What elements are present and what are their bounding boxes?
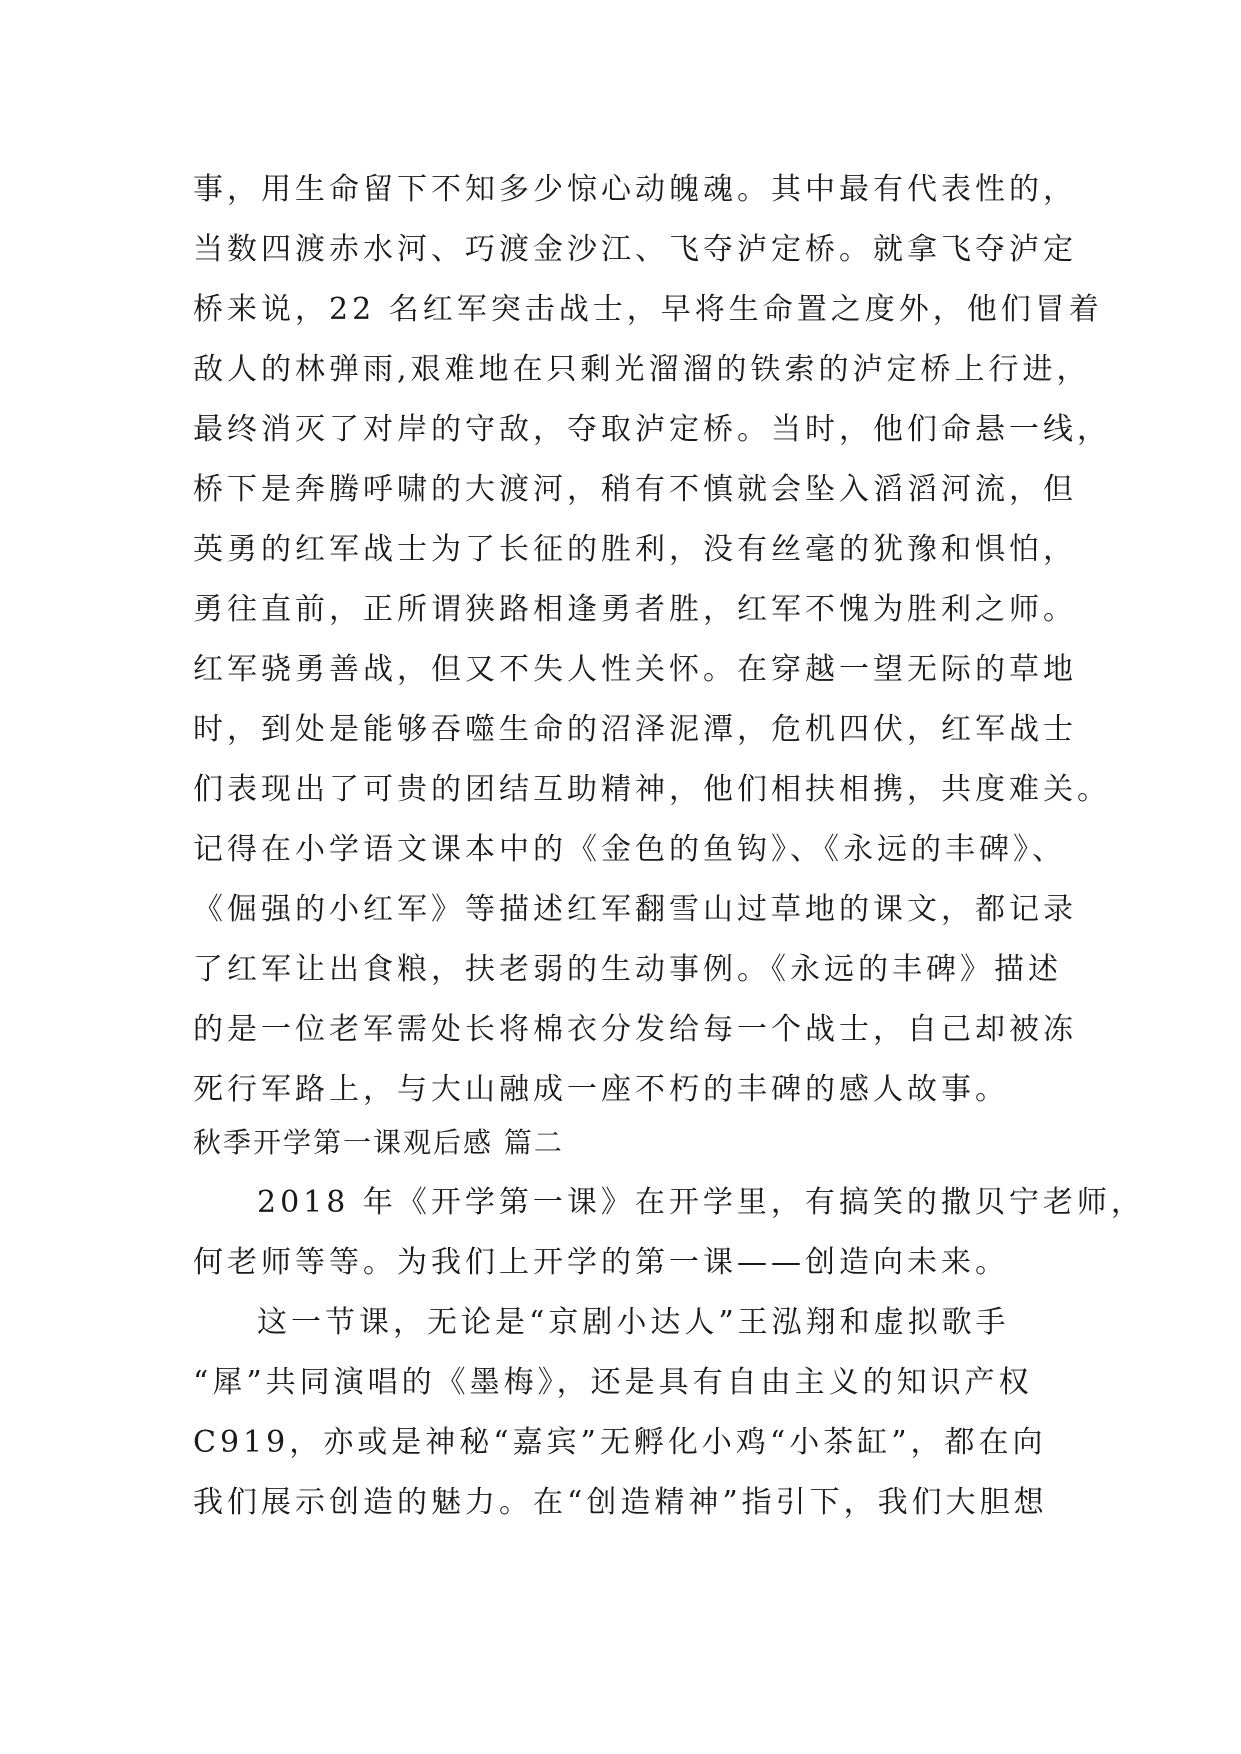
section-heading: 秋季开学第一课观后感 篇二 [193, 1126, 564, 1159]
text-line: 2018 年《开学第一课》在开学里，有搞笑的撒贝宁老师， [257, 1185, 1145, 1220]
text-line: 何老师等等。为我们上开学的第一课——创造向未来。 [193, 1245, 1009, 1280]
paragraph-1 [193, 1173, 1145, 1293]
body-text-section-1 [193, 160, 1111, 1120]
text-line: 时，到处是能够吞噬生命的沼泽泥潭，危机四伏，红军战士 [193, 712, 1077, 747]
text-line: 桥下是奔腾呼啸的大渡河，稍有不慎就会坠入滔滔河流，但 [193, 472, 1077, 507]
text-line: 了红军让出食粮，扶老弱的生动事例。《永远的丰碑》描述 [193, 952, 1062, 987]
text-line: 最终消灭了对岸的守敌，夺取泸定桥。当时，他们命悬一线， [193, 412, 1111, 447]
text-line: 敌人的林弹雨,艰难地在只剩光溜溜的铁索的泸定桥上行进， [193, 352, 1091, 387]
body-text-section-2 [193, 1113, 1145, 1533]
text-line: 事，用生命留下不知多少惊心动魄魂。其中最有代表性的， [193, 172, 1077, 207]
text-line: 们表现出了可贵的团结互助精神，他们相扶相携，共度难关。 [193, 772, 1111, 807]
paragraph-2 [193, 1293, 1093, 1533]
text-line: “犀”共同演唱的《墨梅》，还是具有自由主义的知识产权 [193, 1365, 1033, 1400]
text-line: 桥来说，22 名红军突击战士，早将生命置之度外，他们冒着 [193, 292, 1103, 327]
text-line: 的是一位老军需处长将棉衣分发给每一个战士，自己却被冻 [193, 1012, 1077, 1047]
text-line: 勇往直前，正所谓狭路相逢勇者胜，红军不愧为胜利之师。 [193, 592, 1077, 627]
text-line: 英勇的红军战士为了长征的胜利，没有丝毫的犹豫和惧怕， [193, 532, 1077, 567]
text-line: 记得在小学语文课本中的《金色的鱼钩》、《永远的丰碑》、 [193, 832, 1066, 867]
text-line: 《倔强的小红军》等描述红军翻雪山过草地的课文，都记录 [193, 892, 1077, 927]
text-line: C919，亦或是神秘“嘉宾”无孵化小鸡“小茶缸”，都在向 [193, 1425, 1047, 1460]
text-line: 红军骁勇善战，但又不失人性关怀。在穿越一望无际的草地 [193, 652, 1077, 687]
text-line: 我们展示创造的魅力。在“创造精神”指引下，我们大胆想 [193, 1485, 1048, 1520]
text-line: 这一节课，无论是“京剧小达人”王泓翔和虚拟歌手 [257, 1305, 1010, 1340]
text-line: 死行军路上，与大山融成一座不朽的丰碑的感人故事。 [193, 1072, 1009, 1107]
text-line: 当数四渡赤水河、巧渡金沙江、飞夺泸定桥。就拿飞夺泸定 [193, 232, 1077, 267]
